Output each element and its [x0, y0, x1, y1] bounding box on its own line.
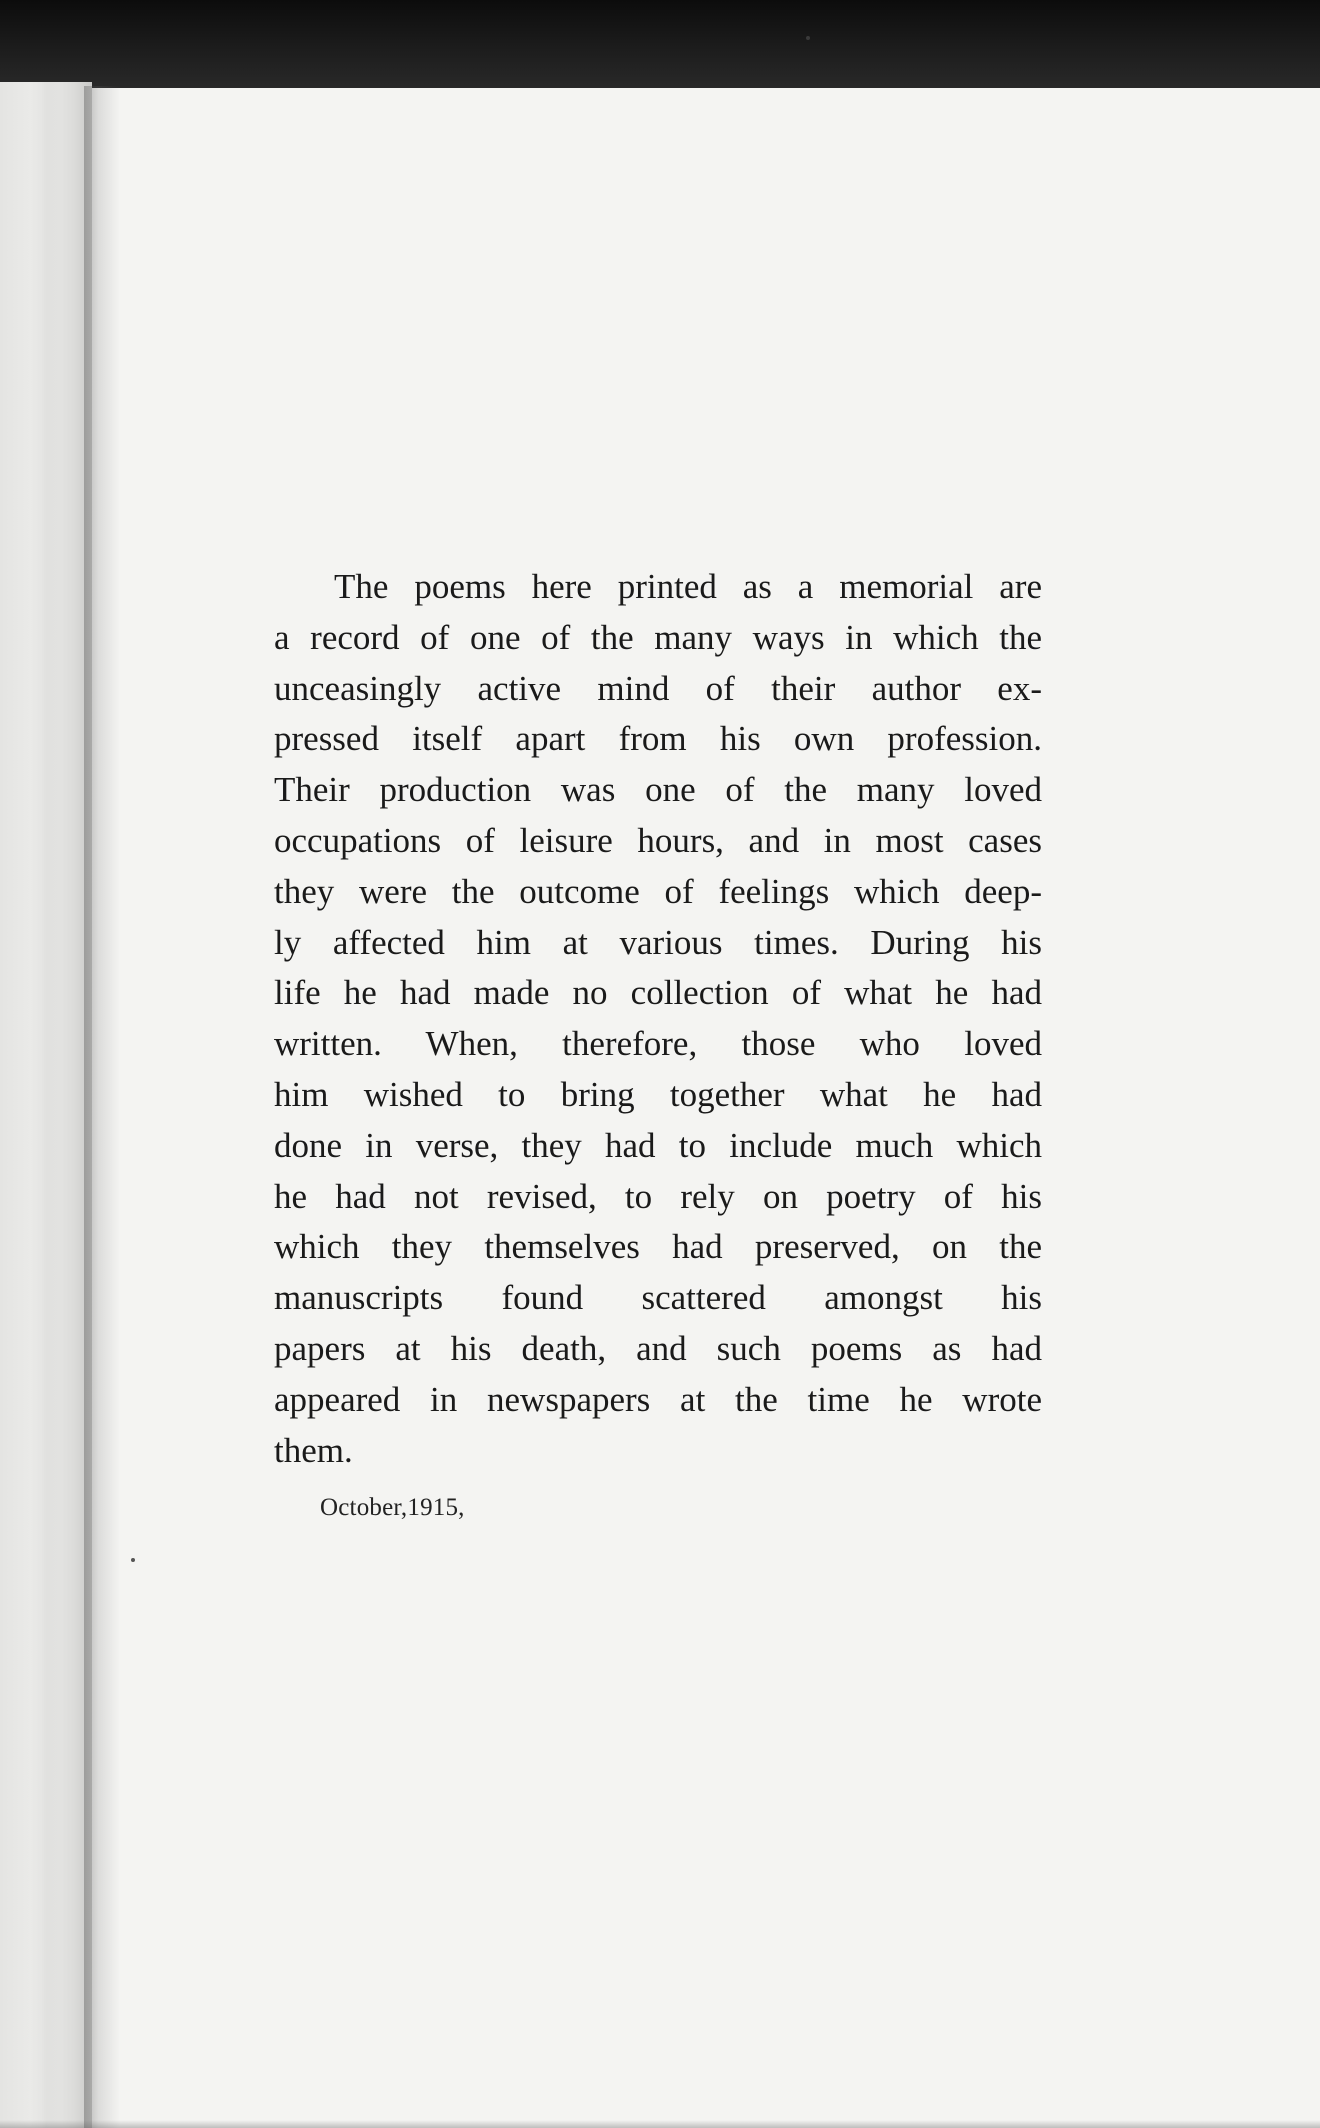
- paragraph-line: papers at his death, and such poems as had: [274, 1328, 1042, 1368]
- paragraph-line: life he had made no collection of what he had: [274, 973, 1042, 1013]
- paragraph-line: them.: [274, 1430, 353, 1470]
- paragraph-line: Their production was one of the many loved: [274, 770, 1042, 810]
- memorial-paragraph: [274, 562, 1042, 1476]
- paper-speck: [131, 1558, 135, 1562]
- paragraph-line: he had not revised, to rely on poetry of his: [274, 1176, 1042, 1216]
- page-bottom-edge: [0, 2120, 1320, 2128]
- dateline: October,1915,: [320, 1494, 465, 1521]
- gutter-shadow: [84, 86, 120, 2128]
- adjacent-page-fold: [30, 82, 62, 2128]
- scan-top-border: [0, 0, 1320, 92]
- paragraph-line: occupations of leisure hours, and in most cases: [274, 820, 1042, 860]
- paragraph-line: which they themselves had preserved, on the: [274, 1227, 1042, 1267]
- paragraph-line: ly affected him at various times. During his: [274, 922, 1042, 962]
- paragraph-line: written. When, therefore, those who loved: [274, 1024, 1042, 1064]
- paragraph-line: The poems here printed as a memorial are: [334, 567, 1042, 606]
- paragraph-line: appeared in newspapers at the time he wrote: [274, 1379, 1042, 1419]
- paragraph-line: unceasingly active mind of their author ex-: [274, 668, 1042, 708]
- paragraph-line: they were the outcome of feelings which deep-: [274, 871, 1042, 911]
- paper-speck: [806, 36, 810, 40]
- paragraph-line: him wished to bring together what he had: [274, 1074, 1042, 1114]
- paragraph-line: pressed itself apart from his own profession.: [274, 719, 1042, 759]
- paragraph-line: a record of one of the many ways in which the: [274, 617, 1042, 657]
- paragraph-line: manuscripts found scattered amongst his: [274, 1278, 1042, 1318]
- paragraph-line: done in verse, they had to include much which: [274, 1125, 1042, 1165]
